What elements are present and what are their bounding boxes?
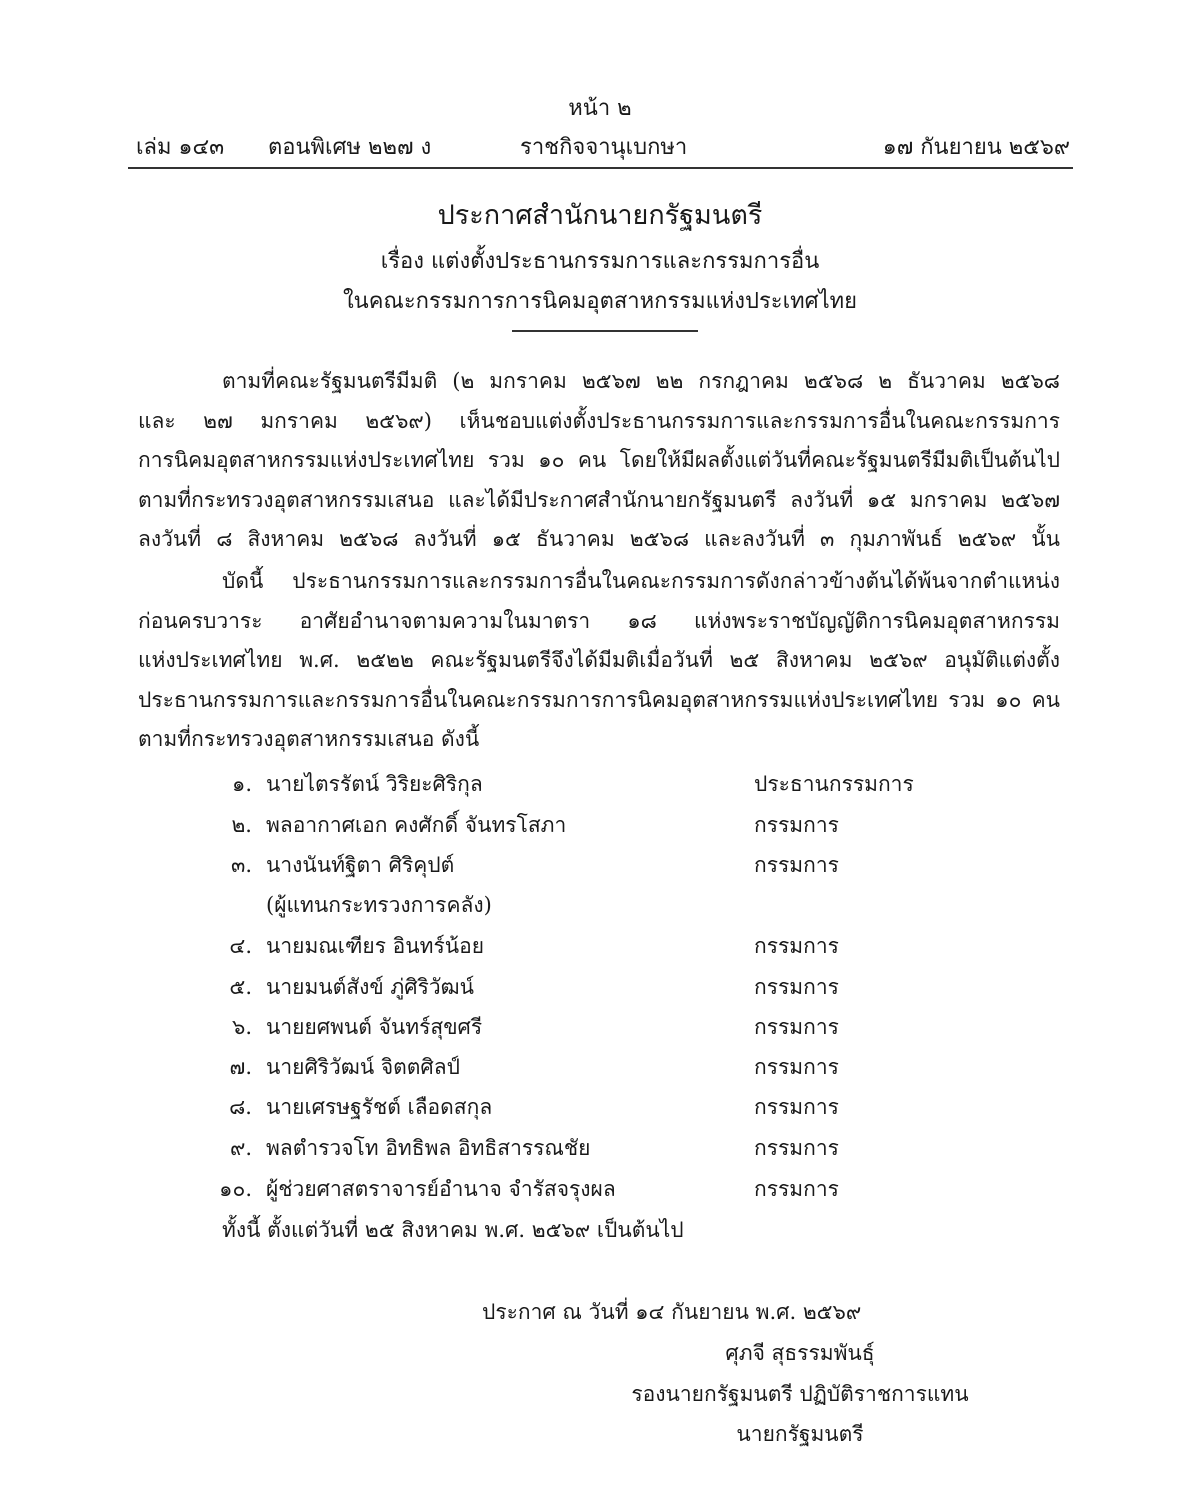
member-number: ๕. [229, 975, 252, 999]
member-name: นายยศพนต์ จันทร์สุขศรี [266, 1015, 483, 1039]
paragraph-line: บัดนี้ ประธานกรรมการและกรรมการอื่นในคณะกรรมการดังกล่าวข้างต้นได้พ้นจากตำแหน่ง [222, 569, 1060, 593]
list-item [190, 1169, 990, 1209]
subject-line-2: ในคณะกรรมการการนิคมอุตสาหกรรมแห่งประเทศไทย [342, 289, 858, 314]
member-name: นายมณเฑียร อินทร์น้อย [266, 934, 485, 958]
member-name: นายเศรษฐรัชต์ เลือดสกุล [266, 1095, 493, 1119]
member-number: ๔. [229, 934, 252, 958]
member-name: นางนันท์ฐิตา ศิริคุปต์ [266, 853, 455, 877]
member-number: ๖. [231, 1015, 252, 1039]
list-item [190, 1047, 990, 1087]
member-name: พลตำรวจโท อิทธิพล อิทธิสารรณชัย [266, 1136, 591, 1160]
gazette-name: ราชกิจจานุเบกษา [520, 135, 688, 160]
member-number: ๗. [229, 1055, 252, 1079]
paragraph-line: และ ๒๗ มกราคม ๒๕๖๙) เห็นชอบแต่งตั้งประธานกรรมการและกรรมการอื่นในคณะกรรมการ [138, 408, 1060, 433]
member-number: ๑๐. [219, 1177, 252, 1201]
signatory-role-2: นายกรัฐมนตรี [736, 1422, 864, 1446]
signatory-name: ศุภจี สุธรรมพันธุ์ [725, 1341, 875, 1365]
header-rule [128, 167, 1073, 169]
member-position: กรรมการ [754, 813, 839, 837]
effective-date: ทั้งนี้ ตั้งแต่วันที่ ๒๕ สิงหาคม พ.ศ. ๒๕๖๙ เป็นต้นไป [222, 1218, 684, 1242]
member-position: กรรมการ [754, 975, 839, 999]
paragraph-appointment [138, 562, 1060, 760]
list-item [190, 967, 990, 1007]
member-number: ๘. [229, 1095, 252, 1119]
member-name: ผู้ช่วยศาสตราจารย์อำนาจ จำรัสจรุงผล [266, 1177, 616, 1201]
signatory-role: รองนายกรัฐมนตรี ปฏิบัติราชการแทน [631, 1382, 969, 1406]
member-number: ๓. [230, 853, 252, 877]
member-position: กรรมการ [754, 934, 839, 958]
member-name: นายศิริวัฒน์ จิตตศิลป์ [266, 1055, 460, 1079]
list-item [190, 926, 990, 966]
paragraph-line: แห่งประเทศไทย พ.ศ. ๒๕๒๒ คณะรัฐมนตรีจึงได้มีมติเมื่อวันที่ ๒๕ สิงหาคม ๒๕๖๙ อนุมัติแต่งตั้ง [138, 648, 1060, 672]
member-position: กรรมการ [754, 1095, 839, 1119]
member-note [190, 885, 990, 925]
member-number: ๑. [231, 772, 252, 796]
member-name: นายมนต์สังข์ ภู่ศิริวัฒน์ [266, 975, 474, 999]
member-position: ประธานกรรมการ [754, 772, 914, 796]
announcement-date: ประกาศ ณ วันที่ ๑๔ กันยายน พ.ศ. ๒๕๖๙ [482, 1300, 862, 1324]
paragraph-line: ประธานกรรมการและกรรมการอื่นในคณะกรรมการการนิคมอุตสาหกรรมแห่งประเทศไทย รวม ๑๐ คน [138, 687, 1060, 712]
list-item [190, 845, 990, 885]
title-divider [512, 330, 698, 332]
member-name: นายไตรรัตน์ วิริยะศิริกุล [266, 772, 483, 796]
paragraph-background [138, 362, 1060, 560]
list-item [190, 1128, 990, 1168]
paragraph-line: ตามที่คณะรัฐมนตรีมีมติ (๒ มกราคม ๒๕๖๗ ๒๒ กรกฎาคม ๒๕๖๘ ๒ ธันวาคม ๒๕๖๘ [222, 369, 1060, 393]
paragraph-line: ตามที่กระทรวงอุตสาหกรรมเสนอ และได้มีประกาศสำนักนายกรัฐมนตรี ลงวันที่ ๑๕ มกราคม ๒๕๖๗ [138, 487, 1060, 512]
page-number: หน้า ๒ [568, 96, 632, 121]
list-item [190, 805, 990, 845]
list-item [190, 1007, 990, 1047]
member-position: กรรมการ [754, 1136, 839, 1160]
list-item [190, 1087, 990, 1127]
member-affiliation: (ผู้แทนกระทรวงการคลัง) [266, 893, 492, 917]
paragraph-line: ตามที่กระทรวงอุตสาหกรรมเสนอ ดังนี้ [138, 727, 480, 751]
member-position: กรรมการ [754, 1015, 839, 1039]
paragraph-line: ก่อนครบวาระ อาศัยอำนาจตามความในมาตรา ๑๘ แห่งพระราชบัญญัติการนิคมอุตสาหกรรม [138, 608, 1060, 633]
member-number: ๒. [231, 813, 252, 837]
member-position: กรรมการ [754, 1055, 839, 1079]
member-position: กรรมการ [754, 853, 839, 877]
paragraph-line: การนิคมอุตสาหกรรมแห่งประเทศไทย รวม ๑๐ คน โดยให้มีผลตั้งแต่วันที่คณะรัฐมนตรีมีมติเป็นต้นไป [138, 448, 1060, 472]
volume-label: เล่ม ๑๔๓ [136, 135, 225, 160]
list-item [190, 764, 990, 804]
member-position: กรรมการ [754, 1177, 839, 1201]
announcement-title: ประกาศสำนักนายกรัฐมนตรี [437, 200, 763, 231]
subject-line-1: เรื่อง แต่งตั้งประธานกรรมการและกรรมการอื่น [380, 249, 820, 274]
paragraph-line: ลงวันที่ ๘ สิงหาคม ๒๕๖๘ ลงวันที่ ๑๕ ธันวาคม ๒๕๖๘ และลงวันที่ ๓ กุมภาพันธ์ ๒๕๖๙ นั้น [138, 527, 1060, 551]
section-label: ตอนพิเศษ ๒๒๗ ง [268, 135, 432, 160]
gazette-date: ๑๗ กันยายน ๒๕๖๙ [882, 135, 1070, 160]
member-number: ๙. [229, 1136, 252, 1160]
member-name: พลอากาศเอก คงศักดิ์ จันทรโสภา [266, 813, 567, 837]
